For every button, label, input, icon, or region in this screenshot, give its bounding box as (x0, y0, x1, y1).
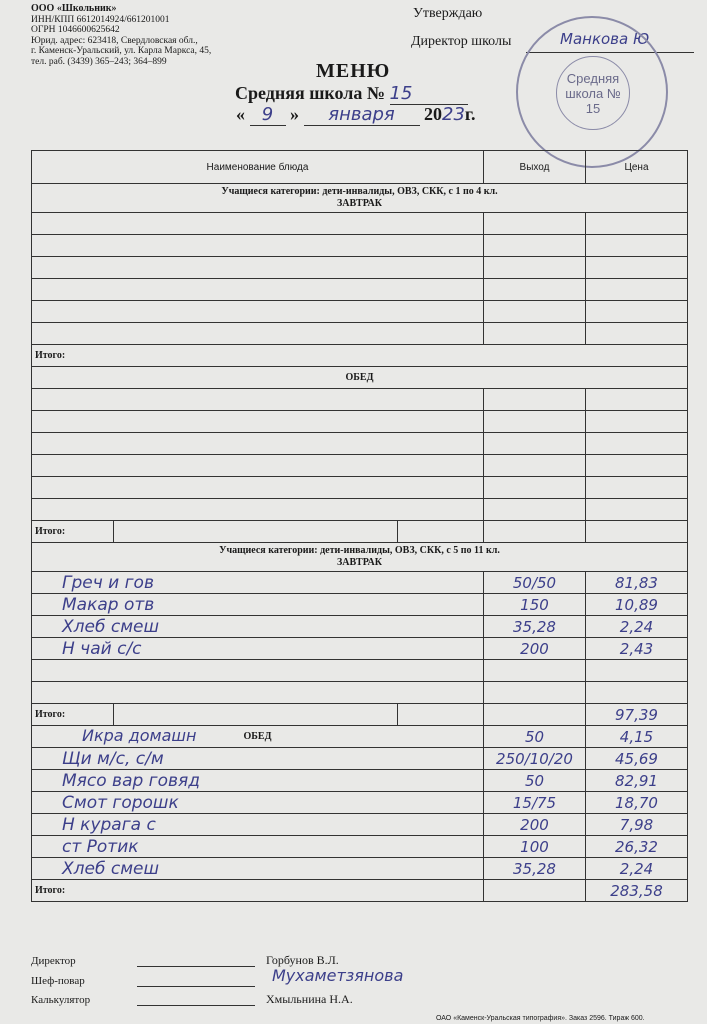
date-open: « (236, 104, 245, 124)
phone: тел. раб. (3439) 365–243; 364–899 (31, 56, 167, 67)
signature-row-calculator (31, 994, 90, 1006)
dish-name: Греч и гов (32, 572, 484, 594)
dish-name: Н чай с/с (32, 638, 484, 660)
table-row (32, 279, 688, 301)
dish-price: 10,89 (586, 594, 688, 616)
year-suffix: 23 (442, 104, 465, 125)
date-day: 9 (250, 104, 286, 126)
dish-price: 45,69 (586, 748, 688, 770)
total-row (32, 880, 688, 902)
table-row (32, 213, 688, 235)
signature-role: Директор (31, 955, 76, 967)
table-row (32, 682, 688, 704)
dish-price: 81,83 (586, 572, 688, 594)
dish-name: Макар отв (32, 594, 484, 616)
table-row (32, 433, 688, 455)
table-header-row (32, 151, 688, 184)
lunch-2-first-cell (32, 726, 484, 748)
school-prefix: Средняя школа № (235, 83, 385, 103)
org-name: ООО «Школьник» (31, 3, 117, 14)
dish-name: Хлеб смеш (32, 616, 484, 638)
category-2-label: Учащиеся категории: дети-инвалиды, ОВЗ, СКК, с 5 по 11 кл. (219, 545, 500, 556)
lunch-2-label: ОБЕД (243, 731, 272, 742)
dish-price: 2,24 (586, 858, 688, 880)
ogrn: ОГРН 1046600625642 (31, 25, 120, 36)
table-row (32, 411, 688, 433)
table-row (32, 235, 688, 257)
dish-name: Н курага с (32, 814, 484, 836)
stamp-center-text: Средняя школа № 15 (556, 56, 630, 130)
table-row (32, 836, 688, 858)
table-row (32, 616, 688, 638)
signature-line (137, 1005, 255, 1006)
col-name-header: Наименование блюда (32, 151, 484, 184)
signature-row-director (31, 955, 76, 967)
total-label: Итого: (32, 880, 484, 902)
signature-line (137, 986, 255, 987)
dish-output: 200 (484, 814, 586, 836)
address-line-1: Юрид. адрес: 623418, Свердловская обл., (31, 35, 198, 46)
dish-name: Хлеб смеш (32, 858, 484, 880)
print-footer: ОАО «Каменск-Уральская типография». Заказ 2596. Тираж 600. (436, 1015, 645, 1022)
inn: ИНН/КПП 6612014924/661201001 (31, 14, 170, 25)
category-row (32, 543, 688, 572)
dish-name: ст Ротик (32, 836, 484, 858)
category-1-label: Учащиеся категории: дети-инвалиды, ОВЗ, СКК, с 1 по 4 кл. (221, 186, 498, 197)
dish-name: Мясо вар говяд (32, 770, 484, 792)
dish-price: 26,32 (586, 836, 688, 858)
dish-name: Смот горошк (32, 792, 484, 814)
dish-output: 250/10/20 (484, 748, 586, 770)
dish-price: 2,24 (586, 616, 688, 638)
total-row (32, 704, 688, 726)
lunch-1-label: ОБЕД (32, 367, 688, 389)
dish-output: 100 (484, 836, 586, 858)
table-row (32, 660, 688, 682)
total-row (32, 521, 688, 543)
page-title: МЕНЮ (316, 60, 391, 82)
table-row (32, 301, 688, 323)
category-1-cell (32, 184, 688, 213)
table-row (32, 770, 688, 792)
dish-output: 15/75 (484, 792, 586, 814)
total-label: Итого: (32, 704, 114, 726)
school-stamp (516, 16, 668, 168)
table-row (32, 594, 688, 616)
dish-name: Щи м/с, с/м (32, 748, 484, 770)
signature-line (137, 966, 255, 967)
approve-label: Утверждаю (413, 6, 483, 21)
school-line (235, 83, 468, 105)
school-number: 15 (390, 83, 468, 105)
table-row (32, 792, 688, 814)
table-row (32, 572, 688, 594)
signature-role: Шеф-повар (31, 975, 85, 987)
dish-price: 7,98 (586, 814, 688, 836)
table-row (32, 455, 688, 477)
table-row (32, 858, 688, 880)
date-month: января (304, 104, 420, 126)
table-row (32, 389, 688, 411)
dish-output: 35,28 (484, 616, 586, 638)
meal-row (32, 726, 688, 748)
breakfast-1-label: ЗАВТРАК (336, 198, 382, 209)
dish-output: 50 (484, 770, 586, 792)
total-row (32, 345, 688, 367)
year-end: г. (464, 104, 476, 124)
col-output-header: Выход (484, 151, 586, 184)
category-row (32, 184, 688, 213)
breakfast-2-total: 97,39 (586, 704, 688, 726)
breakfast-2-label: ЗАВТРАК (336, 557, 382, 568)
dish-output: 200 (484, 638, 586, 660)
dish-price: 4,15 (586, 726, 688, 748)
director-signature: Манкова Ю (560, 30, 650, 48)
signature-role: Калькулятор (31, 994, 91, 1006)
table-row (32, 814, 688, 836)
signature-name: Горбунов В.Л. (266, 953, 339, 967)
date-line (236, 104, 476, 126)
table-row (32, 477, 688, 499)
dish-price: 18,70 (586, 792, 688, 814)
company-header (31, 4, 211, 68)
table-row (32, 323, 688, 345)
table-row (32, 638, 688, 660)
table-row (32, 499, 688, 521)
dish-output: 150 (484, 594, 586, 616)
meal-row (32, 367, 688, 389)
menu-table (31, 150, 688, 902)
dish-price: 82,91 (586, 770, 688, 792)
dish-output: 50 (484, 726, 586, 748)
address-line-2: г. Каменск-Уральский, ул. Карла Маркса, 45, (31, 46, 212, 57)
table-row (32, 257, 688, 279)
table-row (32, 748, 688, 770)
category-2-cell (32, 543, 688, 572)
signature-name: Мухаметзянова (272, 966, 404, 985)
signature-row-chef (31, 975, 85, 987)
col-price-header: Цена (586, 151, 688, 184)
total-label: Итого: (32, 521, 114, 543)
total-label: Итого: (32, 345, 688, 367)
director-label: Директор школы (411, 34, 512, 49)
signature-name: Хмыльнина Н.А. (266, 992, 353, 1006)
dish-name: Икра домашн (82, 726, 197, 745)
dish-output: 50/50 (484, 572, 586, 594)
year-prefix: 20 (424, 104, 442, 124)
lunch-2-total: 283,58 (586, 880, 688, 902)
dish-output: 35,28 (484, 858, 586, 880)
dish-price: 2,43 (586, 638, 688, 660)
date-close: » (290, 104, 299, 124)
